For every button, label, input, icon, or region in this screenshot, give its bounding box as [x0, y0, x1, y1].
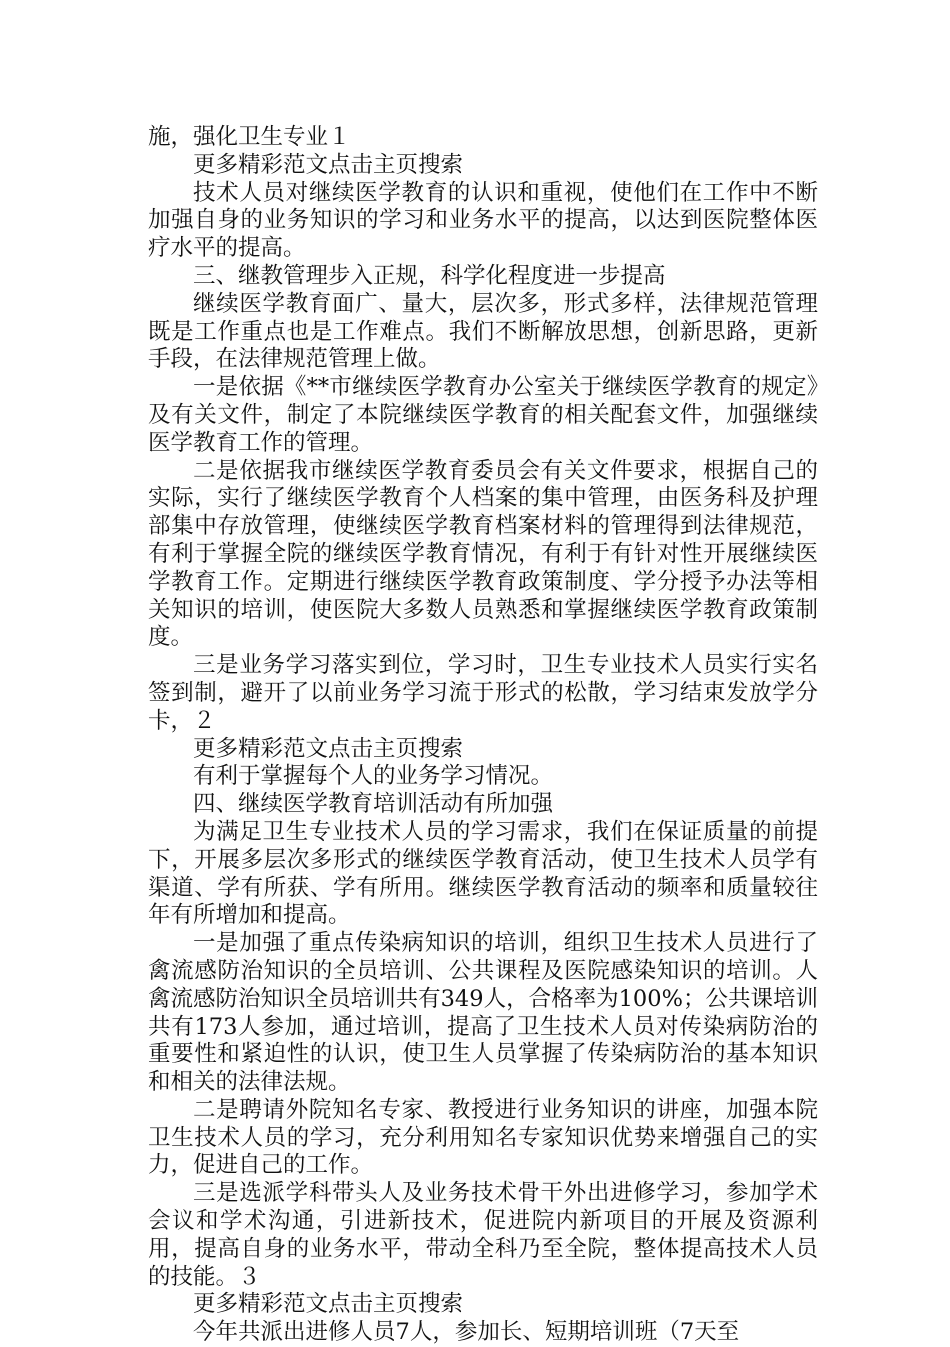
paragraph: 三是业务学习落实到位，学习时，卫生专业技术人员实行实名签到制，避开了以前业务学习流于形式的松散，学习结束发放学分卡，２: [148, 652, 818, 734]
paragraph: 有利于掌握每个人的业务学习情况。: [193, 763, 554, 790]
section-heading: 四、继续医学教育培训活动有所加强: [193, 791, 554, 818]
promo-line: 更多精彩范文点击主页搜索: [193, 735, 464, 762]
paragraph: 二是聘请外院知名专家、教授进行业务知识的讲座，加强本院卫生技术人员的学习，充分利用知名专家知识优势来增强自己的实力，促进自己的工作。: [148, 1096, 818, 1179]
paragraph: 继续医学教育面广、量大，层次多，形式多样，法律规范管理既是工作重点也是工作难点。我们不断解放思想，创新思路，更新手段，在法律规范管理上做。: [148, 290, 818, 373]
paragraph: 一是加强了重点传染病知识的培训，组织卫生技术人员进行了禽流感防治知识的全员培训、公共课程及医院感染知识的培训。人禽流感防治知识全员培训共有349人，合格率为100%；公共课培训共有173人参加，通过培训，提高了卫生技术人员对传染病防治的重要性和紧迫性的认识，使卫生人员掌握了传染病防治的基本知识和相关的法律法规。: [148, 930, 818, 1096]
paragraph: 为满足卫生专业技术人员的学习需求，我们在保证质量的前提下，开展多层次多形式的继续医学教育活动，使卫生技术人员学有渠道、学有所获、学有所用。继续医学教育活动的频率和质量较往年有所增加和提高。: [148, 818, 818, 929]
paragraph: 三是选派学科带头人及业务技术骨干外出进修学习，参加学术会议和学术沟通，引进新技术，促进院内新项目的开展及资源利用，提高自身的业务水平，带动全科乃至全院，整体提高技术人员的技能。３: [148, 1180, 818, 1290]
paragraph: 一是依据《**市继续医学教育办公室关于继续医学教育的规定》及有关文件，制定了本院继续医学教育的相关配套文件，加强继续医学教育工作的管理。: [148, 374, 818, 456]
document-body: [148, 124, 818, 1347]
paragraph: 今年共派出进修人员7人，参加长、短期培训班（7天至: [193, 1319, 740, 1346]
promo-line: 更多精彩范文点击主页搜索: [193, 1291, 464, 1318]
section-heading: 三、继教管理步入正规，科学化程度进一步提高: [193, 262, 666, 289]
paragraph-continuation: 施，强化卫生专业１: [148, 124, 351, 150]
promo-line: 更多精彩范文点击主页搜索: [193, 151, 464, 178]
paragraph: 技术人员对继续医学教育的认识和重视，使他们在工作中不断加强自身的业务知识的学习和业务水平的提高，以达到医院整体医疗水平的提高。: [148, 179, 818, 262]
paragraph: 二是依据我市继续医学教育委员会有关文件要求，根据自己的实际，实行了继续医学教育个人档案的集中管理，由医务科及护理部集中存放管理，使继续医学教育档案材料的管理得到法律规范，有利于掌握全院的继续医学教育情况，有利于有针对性开展继续医学教育工作。定期进行继续医学教育政策制度、学分授予办法等相关知识的培训，使医院大多数人员熟悉和掌握继续医学教育政策制度。: [148, 457, 818, 651]
